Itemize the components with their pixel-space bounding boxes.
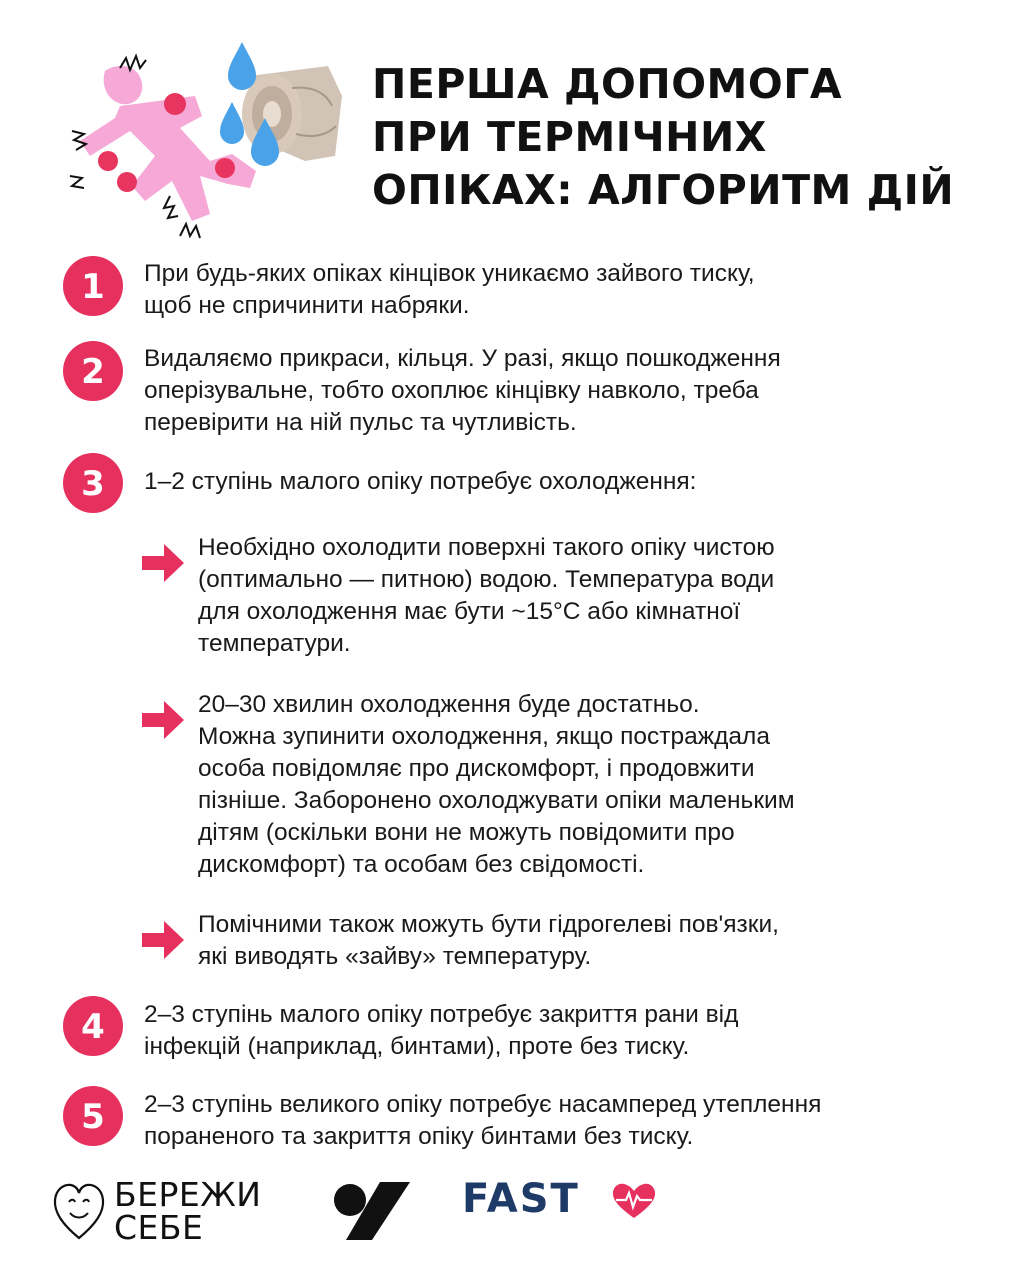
step-number-badge <box>62 340 124 402</box>
logo-fast-text: FAST <box>462 1176 580 1222</box>
water-drop-icon <box>228 42 256 90</box>
svg-text:2: 2 <box>81 352 105 392</box>
text-line: дітям (оскільки вони не можуть повідомити про <box>198 819 735 846</box>
svg-text:4: 4 <box>81 1007 105 1047</box>
text-line: При будь-яких опіках кінцівок уникаємо зайвого тиску, <box>144 260 755 287</box>
logo-line: БЕРЕЖИ <box>114 1175 262 1214</box>
text-line: 20–30 хвилин охолодження буде достатньо. <box>198 691 700 718</box>
title-line: ПЕРША ДОПОМОГА <box>372 60 843 108</box>
burned-person-illustration <box>60 36 350 246</box>
substep-text <box>198 532 958 660</box>
text-line: дискомфорт) та особам без свідомості. <box>198 851 645 878</box>
step-text <box>144 999 964 1063</box>
substep-text <box>198 689 958 881</box>
text-line: Видаляємо прикраси, кільця. У разі, якщо пошкодження <box>144 345 781 372</box>
step-text <box>144 1089 964 1153</box>
text-line: Можна зупинити охолодження, якщо постраждала <box>198 723 770 750</box>
arrow-right-icon <box>140 542 186 584</box>
text-line: особа повідомляє про дискомфорт, і продовжити <box>198 755 755 782</box>
text-line: Помічними також можуть бути гідрогелеві пов'язки, <box>198 911 779 938</box>
step-number-badge <box>62 452 124 514</box>
page-title <box>372 58 992 217</box>
logo-line: СЕБЕ <box>114 1208 204 1247</box>
step-text <box>144 343 964 439</box>
substep-text <box>198 909 958 973</box>
step-number-badge <box>62 255 124 317</box>
step-text <box>144 258 964 322</box>
text-line: 1–2 ступінь малого опіку потребує охолодження: <box>144 468 697 495</box>
text-line: інфекцій (наприклад, бинтами), проте без тиску. <box>144 1033 690 1060</box>
step-number-badge <box>62 995 124 1057</box>
heart-face-icon <box>52 1180 106 1242</box>
svg-text:1: 1 <box>81 267 105 307</box>
text-line: пізніше. Заборонено охолоджувати опіки маленьким <box>198 787 795 814</box>
logo-berezhy-sebe <box>52 1175 292 1248</box>
text-line: перевірити на ній пульс та чутливість. <box>144 409 577 436</box>
svg-text:5: 5 <box>81 1097 105 1137</box>
step-text <box>144 466 964 498</box>
heart-pulse-icon <box>610 1182 658 1220</box>
text-line: 2–3 ступінь малого опіку потребує закриття рани від <box>144 1001 739 1028</box>
arrow-right-icon <box>140 699 186 741</box>
logo-fast <box>462 1176 662 1222</box>
text-line: (оптимально — питною) водою. Температура води <box>198 566 775 593</box>
text-line: 2–3 ступінь великого опіку потребує насамперед утеплення <box>144 1091 822 1118</box>
svg-text:3: 3 <box>81 464 105 504</box>
water-drop-icon <box>220 102 244 144</box>
step-number-badge <box>62 1085 124 1147</box>
text-line: оперізувальне, тобто охоплює кінцівку навколо, треба <box>144 377 759 404</box>
text-line: для охолодження має бути ~15°С або кімнатної <box>198 598 741 625</box>
text-line: Необхідно охолодити поверхні такого опіку чистою <box>198 534 775 561</box>
text-line: температури. <box>198 630 351 657</box>
text-line: пораненого та закриття опіку бинтами без тиску. <box>144 1123 694 1150</box>
text-line: щоб не спричинити набряки. <box>144 292 470 319</box>
title-line: ПРИ ТЕРМІЧНИХ <box>372 113 767 161</box>
title-line: ОПІКАХ: АЛГОРИТМ ДІЙ <box>372 166 955 214</box>
text-line: які виводять «зайву» температуру. <box>198 943 592 970</box>
partner-logo-mark <box>332 1180 412 1242</box>
logo-text <box>114 1175 262 1247</box>
arrow-right-icon <box>140 919 186 961</box>
